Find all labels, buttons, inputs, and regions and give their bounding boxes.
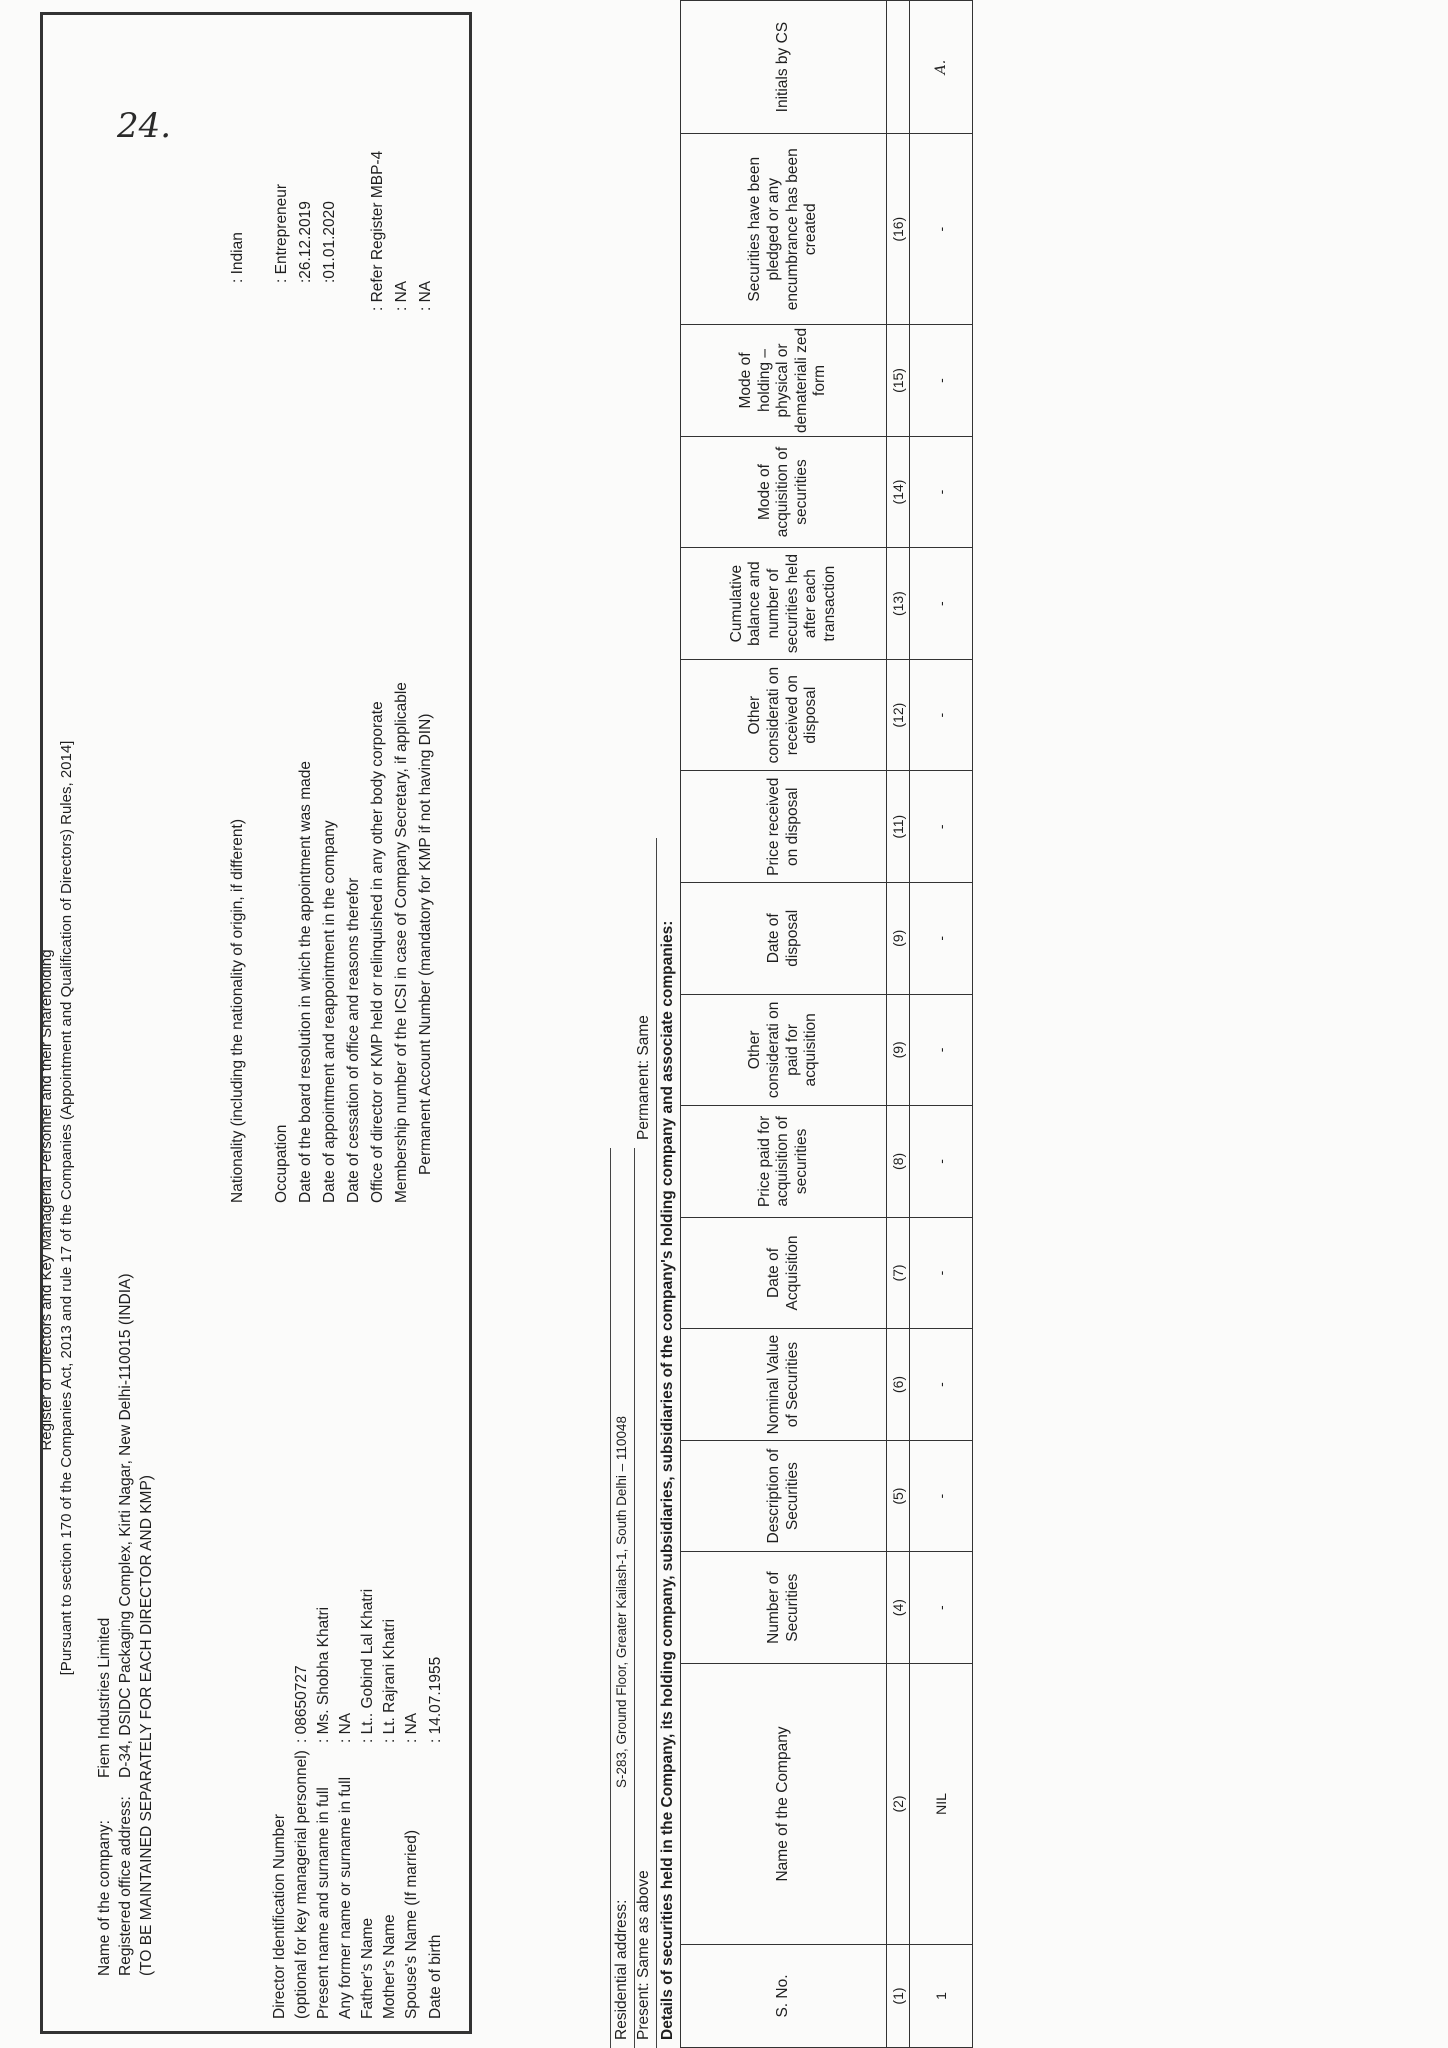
column-header: Name of the Company: [681, 1663, 887, 1944]
board-resolution-value: :26.12.2019: [297, 201, 314, 283]
table-cell: 1: [910, 1945, 973, 2048]
date-of-birth-value: : 14.07.1955: [427, 1656, 444, 1743]
securities-table: [680, 0, 973, 2048]
director-details-box: [40, 12, 472, 2034]
table-cell: -: [910, 1106, 973, 1218]
column-header: Securities have been pledged or any encumbrance has been created: [681, 134, 887, 325]
other-office-label: Office of director or KMP held or relinquished in any other body corporate: [369, 701, 386, 1203]
column-index: (12): [887, 659, 910, 771]
column-header: Number of Securities: [681, 1552, 887, 1664]
handwritten-page-number: 24.: [116, 105, 172, 146]
table-cell: -: [910, 1217, 973, 1329]
maintenance-note: (TO BE MAINTAINED SEPARATELY FOR EACH DIRECTOR AND KMP): [138, 1475, 155, 1976]
appointment-date-label: Date of appointment and reappointment in the company: [321, 820, 338, 1203]
table-cell: -: [910, 1552, 973, 1664]
icsi-membership-value: : NA: [393, 280, 410, 311]
column-header: Cumulative balance and number of securities held after each transaction: [681, 548, 887, 660]
table-row: [910, 1, 973, 2048]
nationality-label: Nationality (including the nationality of origin, if different): [229, 819, 246, 1203]
residential-address-label: Residential address:: [613, 1899, 630, 2040]
icsi-membership-label: Membership number of the ICSI in case of Company Secretary, if applicable: [393, 682, 410, 1203]
father-name-label: Father's Name: [359, 1917, 376, 2019]
column-header: Price paid for acquisition of securities: [681, 1106, 887, 1218]
nationality-value: : Indian: [229, 232, 246, 283]
company-name-label: Name of the company:: [96, 1820, 113, 1976]
securities-details-heading: Details of securities held in the Company, its holding company, subsidiaries, subsidiaries of the company's holding company and associate companies:: [659, 920, 676, 2040]
occupation-value: : Entrepreneur: [273, 183, 290, 283]
table-index-row: [887, 1, 910, 2048]
column-index: (15): [887, 325, 910, 437]
column-index: (5): [887, 1440, 910, 1552]
present-permanent-row: [633, 838, 657, 2048]
column-index: (14): [887, 436, 910, 548]
date-of-birth-label: Date of birth: [427, 1934, 444, 2019]
column-index: (2): [887, 1663, 910, 1944]
table-cell: -: [910, 134, 973, 325]
pan-value: : NA: [417, 280, 434, 311]
column-index: (9): [887, 883, 910, 995]
column-index: (13): [887, 548, 910, 660]
present-name-value: : Ms. Shobha Khatri: [315, 1606, 332, 1743]
cessation-label: Date of cessation of office and reasons therefor: [345, 877, 362, 1203]
table-cell: -: [910, 548, 973, 660]
register-subtitle: [Pursuant to section 170 of the Companies Act, 2013 and rule 17 of the Companies (Appointment and Qualification of Directors) Rules, 2014]: [58, 740, 75, 1676]
column-index: (8): [887, 1106, 910, 1218]
column-header: Price received on disposal: [681, 771, 887, 883]
din-label: Director Identification Number: [271, 1813, 288, 2019]
column-index: (16): [887, 134, 910, 325]
column-header: Description of Securities: [681, 1440, 887, 1552]
table-cell: -: [910, 771, 973, 883]
din-value: : 08650727: [293, 1665, 310, 1743]
cs-initials-signature: A.: [910, 1, 973, 134]
column-index: (7): [887, 1217, 910, 1329]
column-index: (11): [887, 771, 910, 883]
table-cell: -: [910, 883, 973, 995]
column-index: [887, 1, 910, 134]
spouse-name-label: Spouse's Name (If married): [403, 1829, 420, 2019]
residential-address-value: S-283, Ground Floor, Greater Kailash-1, South Delhi – 110048: [614, 1416, 629, 1788]
mother-name-label: Mother's Name: [381, 1914, 398, 2019]
mother-name-value: : Lt. Rajrani Khatri: [381, 1618, 398, 1743]
other-office-value: : Refer Register MBP-4: [369, 150, 386, 311]
column-index: (1): [887, 1945, 910, 2048]
board-resolution-label: Date of the board resolution in which the appointment was made: [297, 760, 314, 1203]
former-name-label: Any former name or surname in full: [337, 1776, 354, 2019]
father-name-value: : Lt.. Gobind Lal Khatri: [359, 1588, 376, 1743]
permanent-address-label: Permanent: Same: [635, 1015, 652, 1140]
column-index: (4): [887, 1552, 910, 1664]
spouse-name-value: : NA: [403, 1712, 420, 1743]
details-heading-row: [656, 0, 680, 2048]
column-header: S. No.: [681, 1945, 887, 2048]
column-index: (6): [887, 1329, 910, 1441]
column-header: Other considerati on paid for acquisition: [681, 994, 887, 1106]
appointment-date-value: :01.01.2020: [321, 201, 338, 283]
column-header: Other considerati on received on disposal: [681, 659, 887, 771]
company-name-value: Fiem Industries Limited: [96, 1617, 113, 1778]
pan-label: Permanent Account Number (mandatory for KMP if not having DIN): [417, 713, 434, 1175]
registered-office-label: Registered office address:: [117, 1796, 134, 1976]
table-cell: -: [910, 325, 973, 437]
table-cell: -: [910, 1329, 973, 1441]
column-header: Nominal Value of Securities: [681, 1329, 887, 1441]
column-index: (9): [887, 994, 910, 1106]
present-address-label: Present: Same as above: [635, 1870, 652, 2040]
table-cell: -: [910, 994, 973, 1106]
table-cell: -: [910, 436, 973, 548]
registered-office-value: D-34, DSIDC Packaging Complex, Kirti Nagar, New Delhi-110015 (INDIA): [117, 1273, 134, 1778]
table-cell: NIL: [910, 1663, 973, 1944]
column-header: Initials by CS: [681, 1, 887, 134]
residential-address-row: [610, 1148, 635, 2048]
column-header: Date of disposal: [681, 883, 887, 995]
register-title: Register of Directors and Key Managerial Personnel and their Shareholding: [38, 949, 55, 1451]
former-name-value: : NA: [337, 1712, 354, 1743]
table-cell: -: [910, 659, 973, 771]
present-name-label: Present name and surname in full: [315, 1787, 332, 2019]
column-header: Mode of acquisition of securities: [681, 436, 887, 548]
table-header-row: [681, 1, 887, 2048]
table-cell: -: [910, 1440, 973, 1552]
din-sub-label: (optional for key managerial personnel): [293, 1750, 310, 2019]
occupation-label: Occupation: [273, 1124, 290, 1203]
column-header: Date of Acquisition: [681, 1217, 887, 1329]
column-header: Mode of holding – physical or demateriali zed form: [681, 325, 887, 437]
